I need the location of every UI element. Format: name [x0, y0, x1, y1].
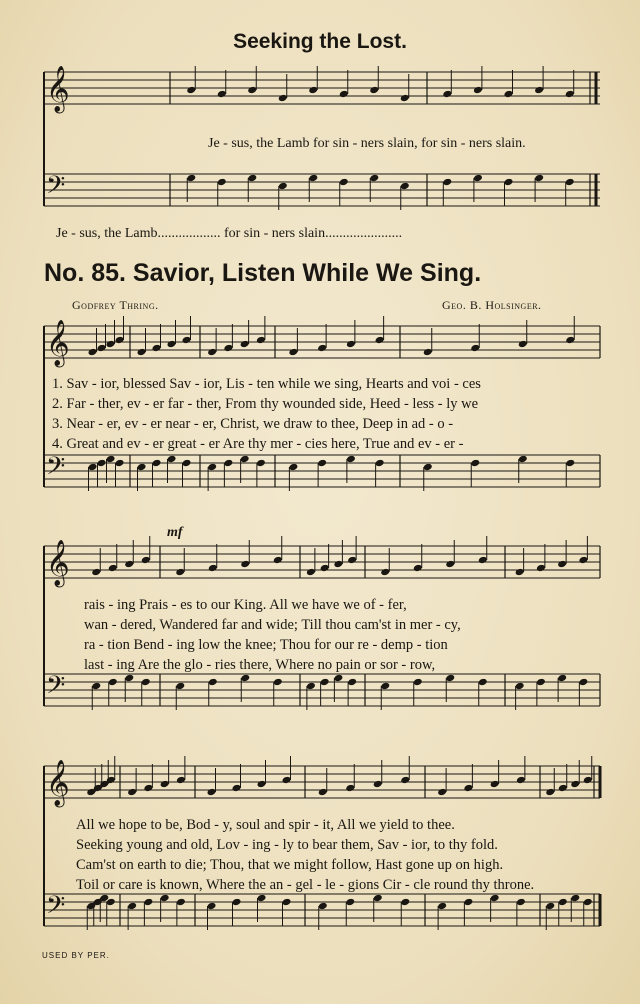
- note-head: [257, 780, 267, 789]
- note-head: [442, 178, 452, 187]
- note-head: [413, 678, 423, 687]
- note-head: [247, 86, 257, 95]
- note-head: [375, 459, 385, 468]
- verse-line: 4. Great and ev - er great - er Are thy mer - cies here, True and ev - er -: [52, 436, 464, 452]
- note-head: [333, 560, 343, 569]
- note-head: [557, 674, 567, 683]
- note-head: [127, 902, 137, 911]
- treble-clef: 𝄞: [46, 540, 70, 586]
- note-head: [288, 463, 298, 472]
- note-head: [232, 784, 242, 793]
- note-head: [413, 564, 423, 573]
- note-head: [375, 336, 385, 345]
- note-head: [208, 678, 218, 687]
- note-head: [223, 344, 233, 353]
- note-head: [490, 780, 500, 789]
- bass-clef: 𝄢: [46, 671, 66, 706]
- note-head: [176, 898, 186, 907]
- note-head: [278, 94, 288, 103]
- note-head: [346, 455, 356, 464]
- note-head: [558, 784, 568, 793]
- note-head: [380, 568, 390, 577]
- note-head: [345, 898, 355, 907]
- verse-line: All we hope to be, Bod - y, soul and spir - it, All we yield to thee.: [76, 817, 455, 833]
- note-head: [347, 556, 357, 565]
- treble-clef: 𝄞: [46, 760, 70, 806]
- note-head: [442, 90, 452, 99]
- note-head: [570, 780, 580, 789]
- verse-block-3: [76, 815, 534, 895]
- note-head: [570, 894, 580, 903]
- note-head: [91, 682, 101, 691]
- note-head: [247, 174, 257, 183]
- dynamic-marking: mf: [167, 525, 183, 540]
- note-head: [273, 556, 283, 565]
- note-head: [207, 902, 217, 911]
- note-head: [320, 678, 330, 687]
- treble-clef: 𝄞: [46, 66, 70, 112]
- note-head: [175, 682, 185, 691]
- note-head: [515, 682, 525, 691]
- note-head: [545, 788, 555, 797]
- note-head: [306, 568, 316, 577]
- note-head: [160, 894, 170, 903]
- note-head: [557, 560, 567, 569]
- note-head: [240, 674, 250, 683]
- note-head: [463, 784, 473, 793]
- note-head: [175, 568, 185, 577]
- note-head: [88, 463, 98, 472]
- note-head: [339, 90, 349, 99]
- note-head: [317, 344, 327, 353]
- bass-clef: 𝄢: [46, 171, 66, 206]
- note-head: [518, 340, 528, 349]
- note-head: [423, 463, 433, 472]
- note-head: [437, 788, 447, 797]
- note-head: [137, 463, 147, 472]
- note-head: [583, 898, 593, 907]
- note-head: [534, 86, 544, 95]
- verse-line: wan - dered, Wandered far and wide; Till thou cam'st in mer - cy,: [84, 617, 461, 633]
- note-head: [282, 776, 292, 785]
- note-head: [88, 348, 98, 357]
- note-head: [536, 678, 546, 687]
- note-head: [317, 459, 327, 468]
- note-head: [470, 459, 480, 468]
- note-head: [565, 336, 575, 345]
- note-head: [256, 336, 266, 345]
- note-head: [152, 344, 162, 353]
- note-head: [565, 459, 575, 468]
- bass-clef: 𝄢: [46, 452, 66, 487]
- note-head: [124, 674, 134, 683]
- note-head: [369, 174, 379, 183]
- note-head: [346, 340, 356, 349]
- note-head: [445, 674, 455, 683]
- note-head: [516, 898, 526, 907]
- note-head: [186, 174, 196, 183]
- note-head: [437, 902, 447, 911]
- hymn-title: No. 85. Savior, Listen While We Sing.: [44, 259, 482, 287]
- note-head: [318, 902, 328, 911]
- prev-upper-lyric: Je - sus, the Lamb for sin - ners slain, for sin - ners slain.: [208, 136, 526, 151]
- note-head: [182, 459, 192, 468]
- note-head: [115, 336, 125, 345]
- note-head: [490, 894, 500, 903]
- note-head: [565, 90, 575, 99]
- note-head: [516, 776, 526, 785]
- note-head: [152, 459, 162, 468]
- note-head: [240, 455, 250, 464]
- note-head: [208, 564, 218, 573]
- note-head: [141, 556, 151, 565]
- note-head: [232, 898, 242, 907]
- note-head: [308, 86, 318, 95]
- note-head: [167, 340, 177, 349]
- prev-lower-lyric: Je - sus, the Lamb.................. for sin - ners slain......................: [56, 226, 403, 241]
- note-head: [223, 459, 233, 468]
- note-head: [207, 348, 217, 357]
- verse-line: ra - tion Bend - ing low the knee; Thou for our re - demp - tion: [84, 637, 448, 653]
- note-head: [143, 898, 153, 907]
- note-head: [423, 348, 433, 357]
- note-head: [217, 90, 227, 99]
- note-head: [306, 682, 316, 691]
- note-head: [400, 182, 410, 191]
- note-head: [143, 784, 153, 793]
- note-head: [115, 459, 125, 468]
- note-head: [217, 178, 227, 187]
- note-head: [137, 348, 147, 357]
- verse-block-1: [52, 374, 481, 454]
- note-head: [257, 894, 267, 903]
- note-head: [345, 784, 355, 793]
- note-head: [504, 90, 514, 99]
- note-head: [400, 776, 410, 785]
- note-head: [400, 898, 410, 907]
- words-credit: Godfrey Thring.: [72, 298, 159, 312]
- note-head: [106, 340, 116, 349]
- note-head: [463, 898, 473, 907]
- note-head: [160, 780, 170, 789]
- note-head: [347, 678, 357, 687]
- note-head: [473, 174, 483, 183]
- verse-line: 3. Near - er, ev - er near - er, Christ, we draw to thee, Deep in ad - o -: [52, 416, 454, 432]
- verse-line: last - ing Are the glo - ries there, Where no pain or sor - row,: [84, 657, 436, 673]
- note-head: [207, 788, 217, 797]
- note-head: [141, 678, 151, 687]
- note-head: [91, 568, 101, 577]
- note-head: [518, 455, 528, 464]
- note-head: [578, 678, 588, 687]
- note-head: [124, 560, 134, 569]
- verse-line: Toil or care is known, Where the an - gel - le - gions Cir - cle round thy throne.: [76, 877, 535, 893]
- note-head: [278, 182, 288, 191]
- verse-line: rais - ing Prais - es to our King. All we have we of - fer,: [84, 597, 407, 613]
- note-head: [373, 894, 383, 903]
- treble-clef: 𝄞: [46, 320, 70, 366]
- verse-block-2: [84, 595, 461, 675]
- note-head: [106, 455, 116, 464]
- bass-clef: 𝄢: [46, 891, 66, 926]
- verse-line: Seeking young and old, Lov - ing - ly to bear them, Sav - ior, to thy fold.: [76, 837, 498, 853]
- note-head: [515, 568, 525, 577]
- note-head: [318, 788, 328, 797]
- note-head: [369, 86, 379, 95]
- footer-credit: USED BY PER.: [42, 951, 110, 960]
- note-head: [545, 902, 555, 911]
- note-head: [176, 776, 186, 785]
- note-head: [182, 336, 192, 345]
- note-head: [373, 780, 383, 789]
- note-head: [186, 86, 196, 95]
- note-head: [583, 776, 593, 785]
- note-head: [97, 459, 107, 468]
- note-head: [504, 178, 514, 187]
- note-head: [470, 344, 480, 353]
- note-head: [445, 560, 455, 569]
- note-head: [333, 674, 343, 683]
- note-head: [127, 788, 137, 797]
- note-head: [256, 459, 266, 468]
- verse-line: 1. Sav - ior, blessed Sav - ior, Lis - ten while we sing, Hearts and voi - ces: [52, 376, 481, 392]
- note-head: [478, 678, 488, 687]
- note-head: [473, 86, 483, 95]
- note-head: [536, 564, 546, 573]
- note-head: [565, 178, 575, 187]
- verse-line: 2. Far - ther, ev - er far - ther, From thy wounded side, Heed - less - ly we: [52, 396, 479, 412]
- note-head: [339, 178, 349, 187]
- note-head: [534, 174, 544, 183]
- note-head: [308, 174, 318, 183]
- prev-hymn-title: Seeking the Lost.: [233, 30, 407, 53]
- note-head: [478, 556, 488, 565]
- verse-line: Cam'st on earth to die; Thou, that we might follow, Hast gone up on high.: [76, 857, 504, 873]
- note-head: [380, 682, 390, 691]
- note-head: [282, 898, 292, 907]
- note-head: [207, 463, 217, 472]
- note-head: [400, 94, 410, 103]
- note-head: [578, 556, 588, 565]
- note-head: [320, 564, 330, 573]
- note-head: [240, 560, 250, 569]
- note-head: [240, 340, 250, 349]
- note-head: [558, 898, 568, 907]
- music-credit: Geo. B. Holsinger.: [442, 298, 542, 312]
- note-head: [167, 455, 177, 464]
- note-head: [108, 678, 118, 687]
- note-head: [288, 348, 298, 357]
- note-head: [108, 564, 118, 573]
- note-head: [97, 344, 107, 353]
- note-head: [273, 678, 283, 687]
